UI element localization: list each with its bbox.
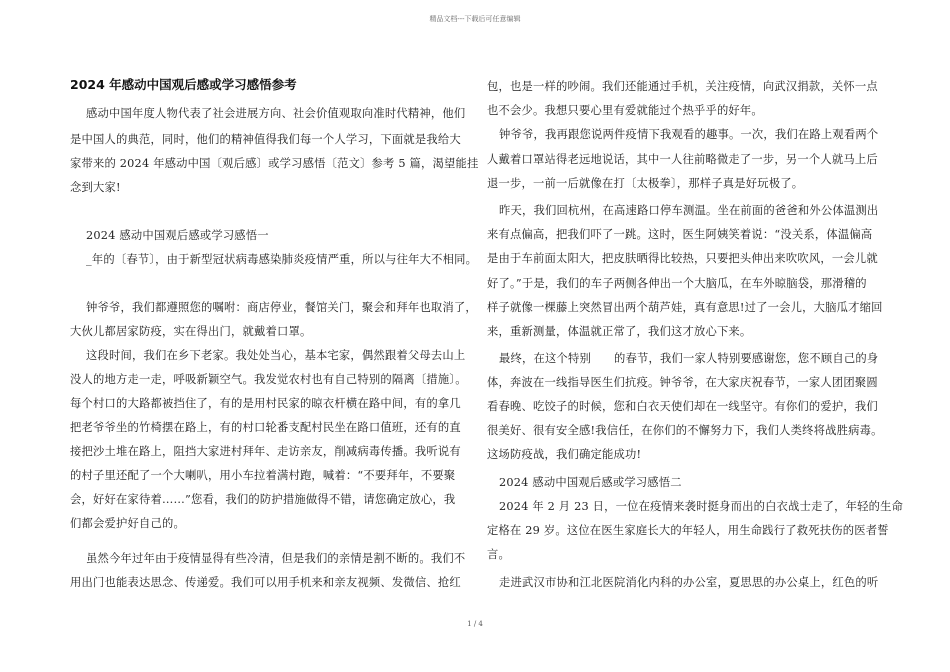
paragraph-line: 会，好好在家待着……”您看，我们的防护措施做得不错，请您确定放心，我 [70,493,456,506]
paragraph-line: 定格在 29 岁。这位在医生家庭长大的年轻人，用生命践行了救死扶伤的医者誓 [487,524,889,537]
paragraph-line: 昨天，我们回杭州，在高速路口停车测温。坐在前面的爸爸和外公体温测出 [499,204,879,217]
paragraph-line: 看春晚、吃饺子的时候，您和白衣天使们却在一线坚守。有你们的爱护，我们 [487,400,878,413]
paragraph-line: 好了。”于是，我们的车子两侧各伸出一个大脑瓜，在车外晾脑袋，那滑稽的 [487,277,867,290]
paragraph-line: 钟爷爷，我再跟您说两件疫情下我观看的趣事。一次，我们在路上观看两个 [499,128,879,141]
paragraph-line: 没人的地方走一走，呼吸新颖空气。我发觉农村也有自己特别的隔离〔措施〕。 [70,373,467,386]
paragraph-line: 走进武汉市协和江北医院消化内科的办公室，夏思思的办公桌上，红色的听 [499,576,879,589]
paragraph-line: 人戴着口罩站得老远地说话，其中一人往前略微走了一步，另一个人就马上后 [487,153,878,166]
paragraph-line: 体，奔波在一线指导医生们抗疫。钟爷爷，在大家庆祝春节，一家人团团聚圆 [487,376,878,389]
paragraph-line: 来，重新测量，体温就正常了，我们这才放心下来。 [487,325,752,338]
paragraph-line: 接把沙土堆在路上，阻挡大家进村拜年、走访亲友，削减病毒传播。我听说有 [70,445,461,458]
paragraph-line: 是中国人的典范，同时，他们的精神值得我们每一个人学习，下面就是我给大 [70,133,461,146]
paragraph-line: 把老爷爷坐的竹椅摆在路上，有的村口轮番支配村民坐在路口值班，还有的直 [70,421,461,434]
paragraph-line: 大伙儿都居家防疫，实在得出门，就戴着口罩。 [70,325,312,338]
paragraph-line: 是由于车前面太阳大，把皮肤晒得比较热，只要把头伸出来吹吹风，一会儿就 [487,252,878,265]
paragraph-line: 来有点偏高，把我们吓了一跳。这时，医生阿姨笑着说：“没关系，体温偏高 [487,228,873,241]
paragraph-line: 退一步，一前一后就像在打〔太极拳〕，那样子真是好玩极了。 [487,177,804,190]
document-title: 2024 年感动中国观后感或学习感悟参考 [70,77,297,92]
paragraph-line: 用出门也能表达思念、传递爱。我们可以用手机来和亲友视频、发微信、抢红 [70,576,461,589]
paragraph-line: 虽然今年过年由于疫情显得有些冷清，但是我们的亲情是割不断的。我们不 [86,552,466,565]
page-number: 1 / 4 [467,620,483,628]
paragraph-line: _年的〔春节〕，由于新型冠状病毒感染肺炎疫情严重，所以与往年大不相同。 [86,253,478,266]
paragraph-line: 感动中国年度人物代表了社会进展方向、社会价值观取向准时代精神，他们 [86,107,466,120]
paragraph-line: 言。 [487,548,510,561]
paragraph-line: 包，也是一样的吵闹。我们还能通过手机，关注疫情，向武汉捐款，关怀一点 [487,80,878,93]
section-heading: 2024 感动中国观后感或学习感悟二 [499,476,682,489]
paragraph-line: 样子就像一棵藤上突然冒出两个葫芦娃，真有意思!过了一会儿，大脑瓜才缩回 [487,301,883,314]
paragraph-line: 这段时间，我们在乡下老家。我处处当心，基本宅家，偶然跟着父母去山上 [86,349,466,362]
paragraph-line: 钟爷爷，我们都遵照您的嘱咐：商店停业，餐馆关门，聚会和拜年也取消了， [86,301,477,314]
page-header: 精品文档---下载后可任意编辑 [429,15,521,23]
paragraph-line: 最终，在这个特别 的春节，我们一家人特别要感谢您，您不顾自己的身 [499,352,879,365]
paragraph-line: 每个村口的大路都被挡住了，有的是用村民家的晾衣杆横在路中间，有的拿几 [70,397,461,410]
paragraph-line: 们都会爱护好自己的。 [70,517,185,530]
paragraph-line: 念到大家! [70,181,121,194]
paragraph-line: 家带来的 2024 年感动中国〔观后感〕或学习感悟〔范文〕参考 5 篇，渴望能挂 [70,157,479,170]
paragraph-line: 很美好、很有安全感!我信任，在你们的不懈努力下，我们人类终将战胜病毒。 [487,424,883,437]
paragraph-line: 2024 年 2 月 23 日，一位在疫情来袭时挺身而出的白衣战士走了，年轻的生命 [499,500,904,513]
paragraph-line: 也不会少。我想只要心里有爱就能过个热乎乎的好年。 [487,104,763,117]
paragraph-line: 的村子里还配了一个大喇叭，用小车拉着满村跑，喊着：“不要拜年，不要聚 [70,469,456,482]
section-heading: 2024 感动中国观后感或学习感悟一 [86,229,269,242]
paragraph-line: 这场防疫战，我们确定能成功! [487,448,642,461]
